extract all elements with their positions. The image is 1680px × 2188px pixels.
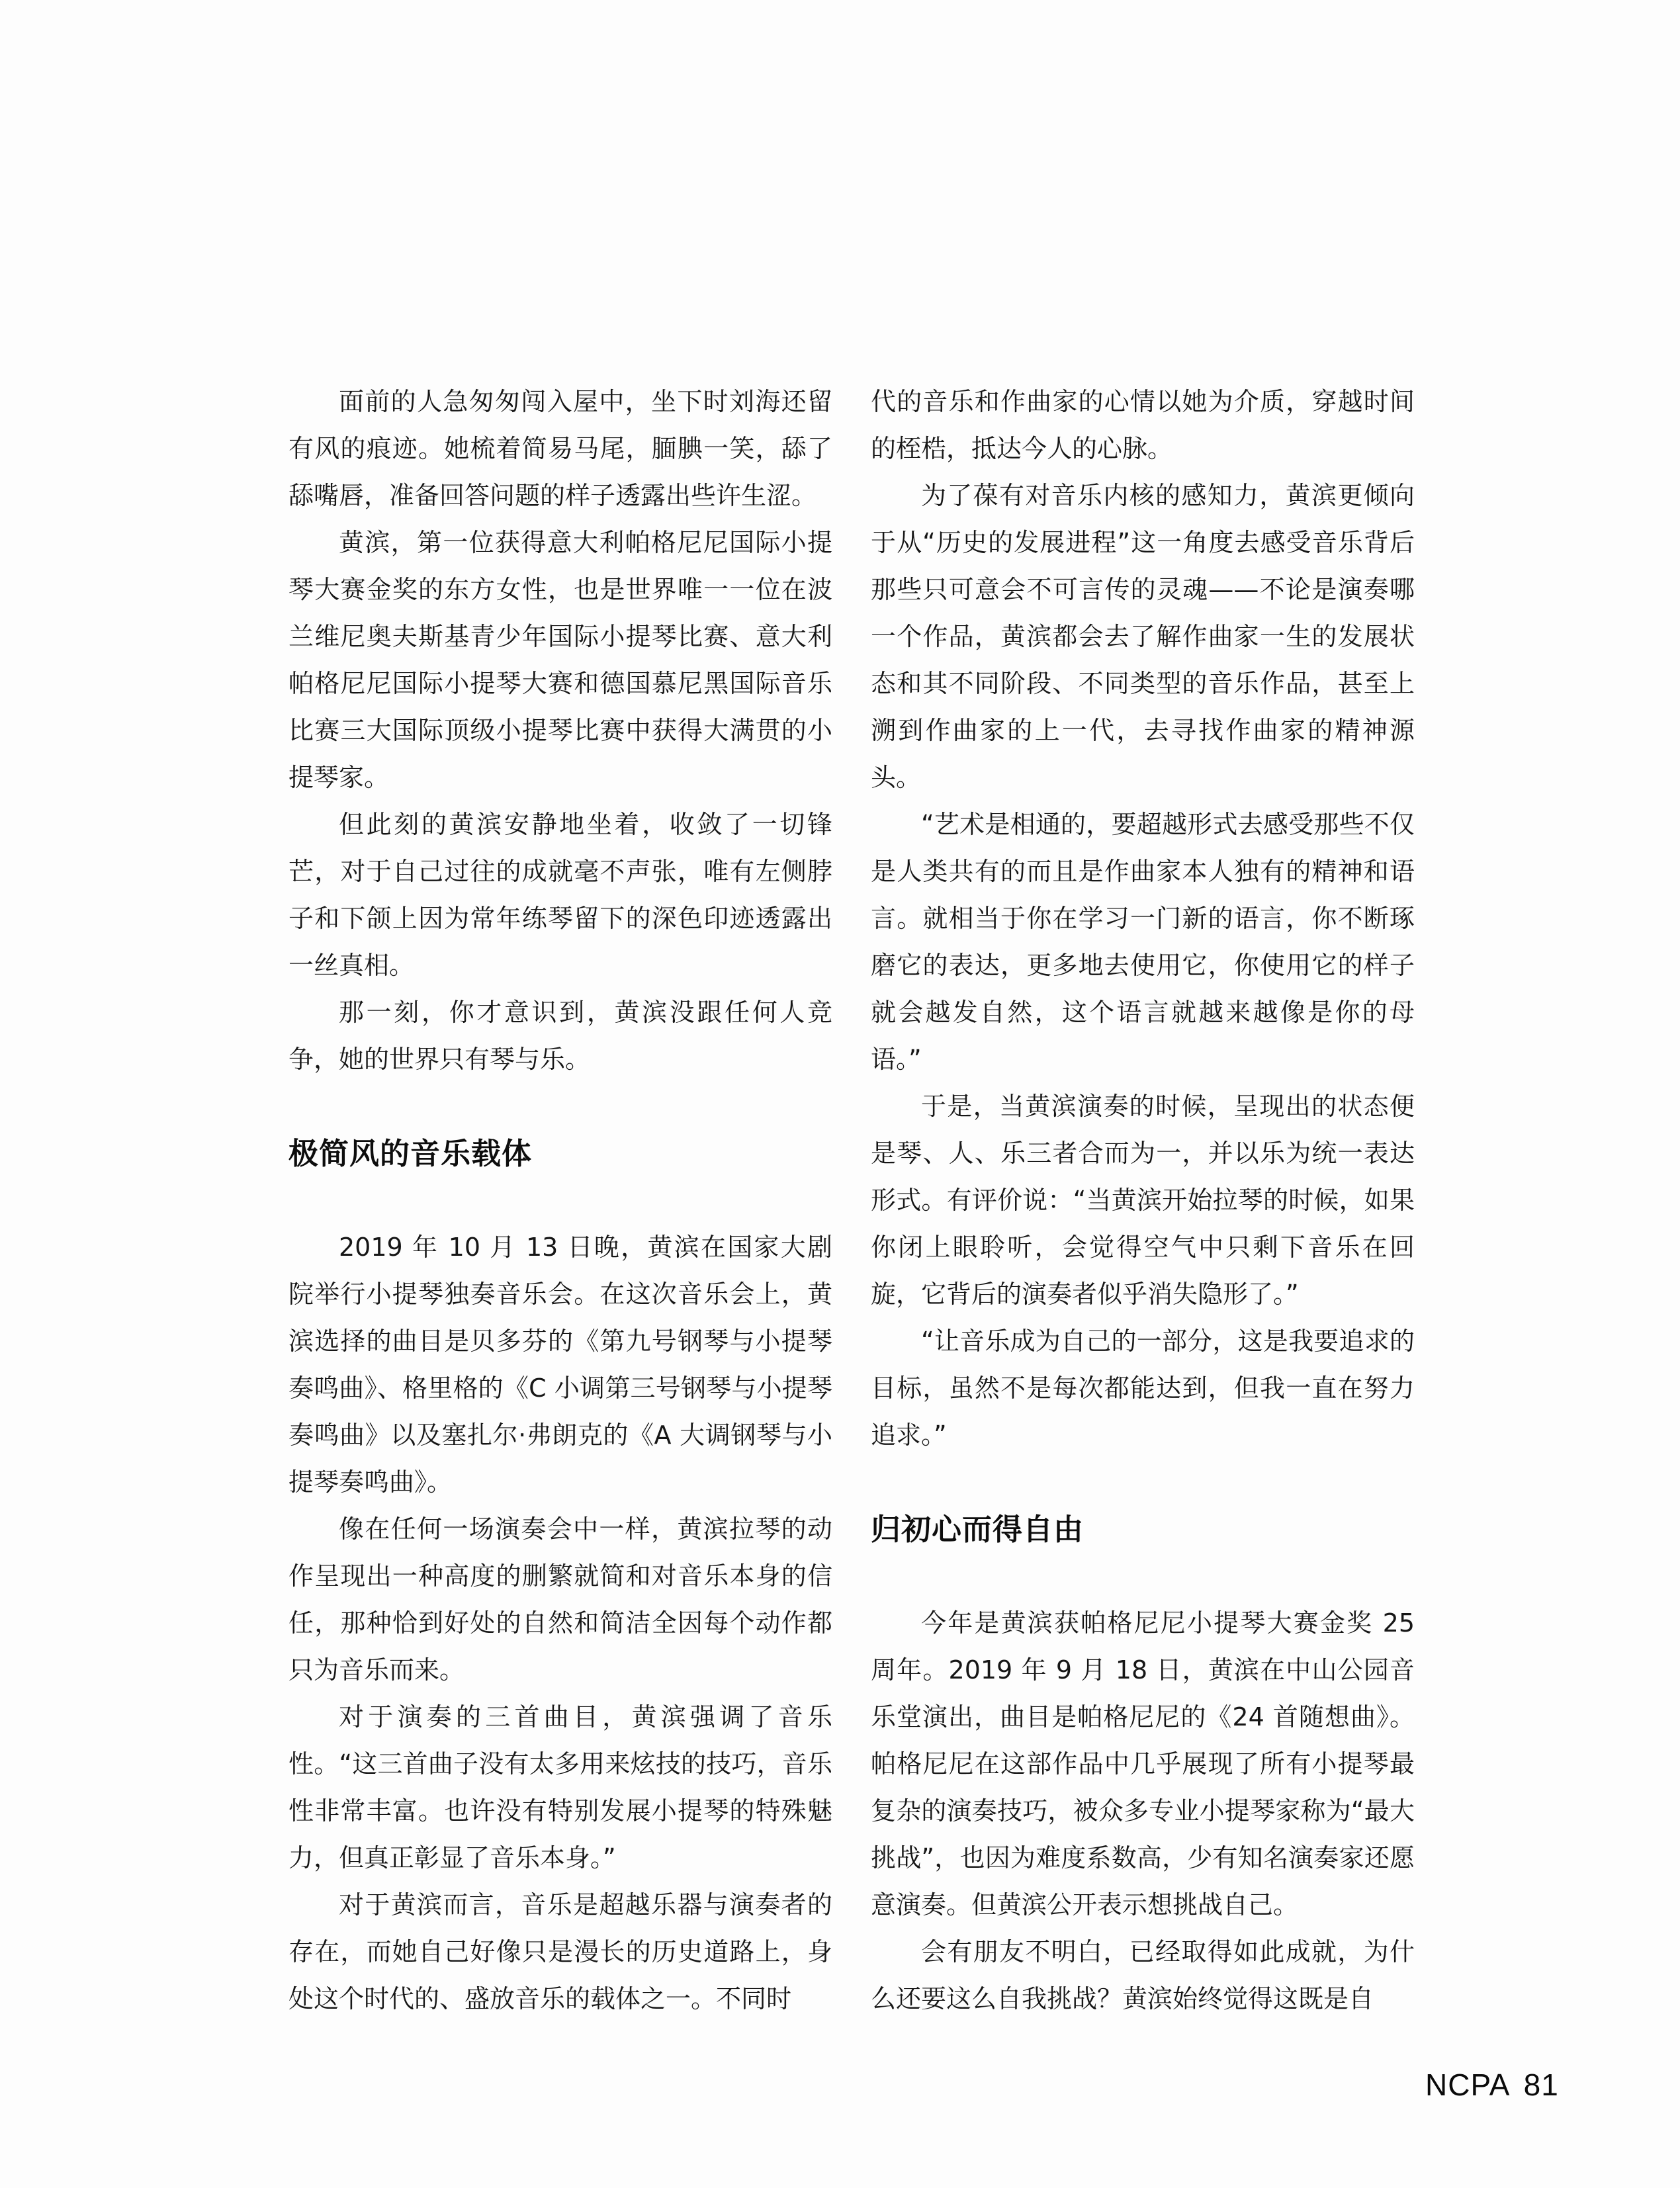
body-paragraph: 2019 年 10 月 13 日晚，黄滨在国家大剧院举行小提琴独奏音乐会。在这次音乐会上，黄滨选择的曲目是贝多芬的《第九号钢琴与小提琴奏鸣曲》、格里格的《C 小调第三号钢琴与小提琴奏鸣曲》以及塞扎尔·弗朗克的《A 大调钢琴与小提琴奏鸣曲》。 [288, 1233, 832, 1497]
article-body [288, 378, 1415, 2023]
section-heading: 归初心而得自由 [871, 1512, 1084, 1547]
body-paragraph: “让音乐成为自己的一部分，这是我要追求的目标，虽然不是每次都能达到，但我一直在努力追求。” [871, 1327, 1415, 1450]
body-paragraph: 今年是黄滨获帕格尼尼小提琴大赛金奖 25 周年。2019 年 9 月 18 日，黄滨在中山公园音乐堂演出，曲目是帕格尼尼的《24 首随想曲》。帕格尼尼在这部作品中几乎展现了所有小提琴最复杂的演奏技巧，被众多专业小提琴家称为“最大挑战”，也因为难度系数高，少有知名演奏家还愿意演奏。但黄滨公开表示想挑战自己。 [871, 1608, 1415, 1919]
section-heading: 极简风的音乐载体 [288, 1136, 533, 1171]
body-paragraph: 面前的人急匆匆闯入屋中，坐下时刘海还留有风的痕迹。她梳着简易马尾，腼腆一笑，舔了舔嘴唇，准备回答问题的样子透露出些许生涩。 [288, 387, 832, 510]
page-number: NCPA 81 [1425, 2068, 1559, 2102]
right-column [871, 378, 1415, 2023]
body-paragraph: 那一刻，你才意识到，黄滨没跟任何人竞争，她的世界只有琴与乐。 [288, 998, 832, 1074]
body-paragraph: 为了葆有对音乐内核的感知力，黄滨更倾向于从“历史的发展进程”这一角度去感受音乐背后那些只可意会不可言传的灵魂——不论是演奏哪一个作品，黄滨都会去了解作曲家一生的发展状态和其不同阶段、不同类型的音乐作品，甚至上溯到作曲家的上一代，去寻找作曲家的精神源头。 [871, 481, 1415, 792]
body-paragraph: 像在任何一场演奏会中一样，黄滨拉琴的动作呈现出一种高度的删繁就简和对音乐本身的信任，那种恰到好处的自然和简洁全因每个动作都只为音乐而来。 [288, 1514, 832, 1685]
body-paragraph: 代的音乐和作曲家的心情以她为介质，穿越时间的桎梏，抵达今人的心脉。 [871, 387, 1415, 463]
page-footer [1425, 2068, 1559, 2101]
body-paragraph: 对于黄滨而言，音乐是超越乐器与演奏者的存在，而她自己好像只是漫长的历史道路上，身处这个时代的、盛放音乐的载体之一。不同时 [288, 1890, 832, 2013]
body-paragraph: 会有朋友不明白，已经取得如此成就，为什么还要这么自我挑战？黄滨始终觉得这既是自 [871, 1937, 1415, 2013]
body-paragraph: 对于演奏的三首曲目，黄滨强调了音乐性。“这三首曲子没有太多用来炫技的技巧，音乐性非常丰富。也许没有特别发展小提琴的特殊魅力，但真正彰显了音乐本身。” [288, 1702, 832, 1872]
left-column [288, 378, 832, 2023]
body-paragraph: 于是，当黄滨演奏的时候，呈现出的状态便是琴、人、乐三者合而为一，并以乐为统一表达形式。有评价说：“当黄滨开始拉琴的时候，如果你闭上眼聆听，会觉得空气中只剩下音乐在回旋，它背后的演奏者似乎消失隐形了。” [871, 1092, 1415, 1309]
body-paragraph: 但此刻的黄滨安静地坐着，收敛了一切锋芒，对于自己过往的成就毫不声张，唯有左侧脖子和下颌上因为常年练琴留下的深色印迹透露出一丝真相。 [288, 810, 832, 980]
body-paragraph: 黄滨，第一位获得意大利帕格尼尼国际小提琴大赛金奖的东方女性，也是世界唯一一位在波兰维尼奥夫斯基青少年国际小提琴比赛、意大利帕格尼尼国际小提琴大赛和德国慕尼黑国际音乐比赛三大国际顶级小提琴比赛中获得大满贯的小提琴家。 [288, 528, 832, 792]
body-paragraph: “艺术是相通的，要超越形式去感受那些不仅是人类共有的而且是作曲家本人独有的精神和语言。就相当于你在学习一门新的语言，你不断琢磨它的表达，更多地去使用它，你使用它的样子就会越发自然，这个语言就越来越像是你的母语。” [871, 810, 1415, 1074]
